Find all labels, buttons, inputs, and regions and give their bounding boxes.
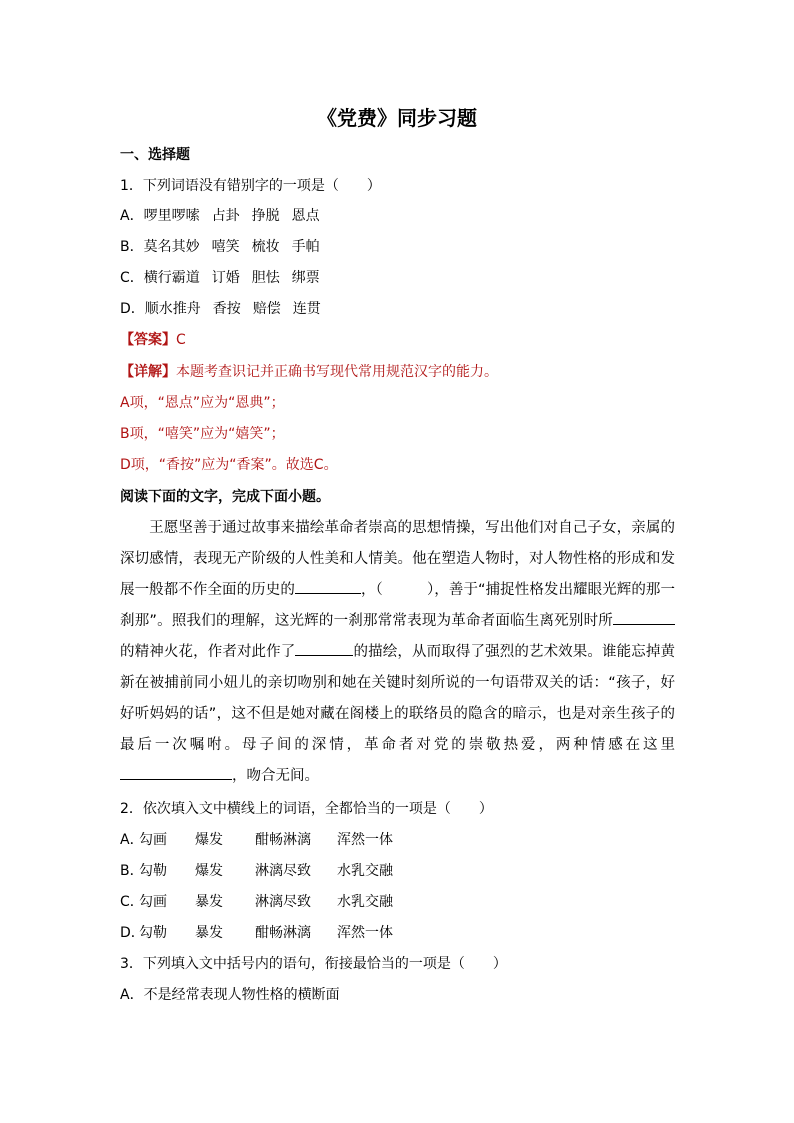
option-word: 挣脱	[251, 208, 280, 224]
option-word: 勾画	[139, 832, 167, 848]
option-word: 顺水推舟	[144, 301, 201, 317]
option-word: 淋漓尽致	[255, 894, 311, 910]
q1-option-d	[120, 299, 321, 319]
q2-option-b	[120, 861, 393, 881]
fill-blank-1	[295, 579, 361, 594]
q1-option-c	[120, 268, 320, 288]
option-letter: D．	[120, 925, 145, 941]
page-title: 《党费》同步习题	[317, 106, 477, 130]
option-text: 不是经常表现人物性格的横断面	[143, 987, 340, 1003]
detail-label: 【详解】	[120, 364, 176, 380]
option-word: 横行霸道	[143, 270, 200, 286]
q3-option-a	[120, 985, 340, 1005]
option-word: 梳妆	[251, 239, 280, 255]
option-word: 浑然一体	[337, 832, 393, 848]
option-word: 酣畅淋漓	[255, 832, 311, 848]
detail-line	[120, 362, 498, 382]
reading-passage	[120, 513, 675, 792]
option-word: 水乳交融	[337, 894, 393, 910]
option-word: 暴发	[195, 925, 223, 941]
q2-option-d	[120, 923, 393, 943]
option-word: 勾勒	[139, 863, 167, 879]
option-word: 爆发	[195, 832, 223, 848]
fill-blank-4	[120, 765, 232, 780]
option-word: 绑票	[291, 270, 320, 286]
option-letter: A．	[120, 832, 144, 848]
option-word: 手帕	[291, 239, 320, 255]
q1-option-a	[120, 206, 320, 226]
option-letter: B．	[120, 863, 144, 879]
passage-text: ），善于“捕捉性格发出耀眼光辉的那一刹那”。照我们的理解，这光辉的一刹那常常表现为革命者面临生离死别时所	[120, 582, 676, 629]
option-word: 恩点	[291, 208, 320, 224]
option-word: 暴发	[195, 894, 223, 910]
fill-blank-3	[295, 641, 353, 656]
option-word: 浑然一体	[337, 925, 393, 941]
option-word: 赔偿	[252, 301, 281, 317]
question-3-stem: 3．下列填入文中括号内的语句，衔接最恰当的一项是（ ）	[120, 956, 507, 972]
option-letter: C．	[120, 894, 144, 910]
option-letter: B．	[120, 239, 144, 255]
passage-text: ，（	[360, 582, 383, 598]
option-word: 啰里啰嗦	[143, 208, 200, 224]
reading-intro: 阅读下面的文字，完成下面小题。	[120, 489, 330, 505]
option-word: 爆发	[195, 863, 223, 879]
option-letter: C．	[120, 270, 144, 286]
option-word: 连贯	[292, 301, 321, 317]
passage-text: 的描绘，从而取得了强烈的艺术效果。谁能忘掉黄新在被捕前同小妞儿的亲切吻别和她在关键时刻所说的一句语带双关的话：“孩子，好好听妈妈的话”，这不但是她对藏在阁楼上的联络员的隐含的暗示，也是对亲生孩子的最后一次嘱咐。母子间的深情，革命者对党的崇敬热爱，两种情感在这里	[120, 644, 676, 753]
analysis-line-d: D项，“香按”应为“香案”。故选C。	[120, 457, 338, 473]
question-2-stem: 2．依次填入文中横线上的词语，全都恰当的一项是（ ）	[120, 801, 493, 817]
option-letter: D．	[120, 301, 145, 317]
option-word: 莫名其妙	[143, 239, 200, 255]
option-word: 水乳交融	[337, 863, 393, 879]
passage-text: 的精神火花，作者对此作了	[120, 644, 296, 660]
option-letter: A．	[120, 987, 144, 1003]
analysis-line-b: B项，“嘻笑”应为“嬉笑”；	[120, 426, 285, 442]
q1-option-b	[120, 237, 320, 257]
option-word: 订婚	[211, 270, 240, 286]
q2-option-c	[120, 892, 393, 912]
option-word: 淋漓尽致	[255, 863, 311, 879]
question-1-stem: 1．下列词语没有错别字的一项是（ ）	[120, 178, 381, 194]
analysis-line-a: A项，“恩点”应为“恩典”；	[120, 395, 285, 411]
detail-text: 本题考查识记并正确书写现代常用规范汉字的能力。	[176, 364, 498, 380]
q2-option-a	[120, 830, 393, 850]
option-word: 嘻笑	[211, 239, 240, 255]
passage-text: ，吻合无间。	[232, 768, 319, 784]
answer-line	[120, 330, 186, 350]
option-word: 胆怯	[251, 270, 280, 286]
answer-value: C	[176, 332, 186, 348]
option-word: 勾画	[139, 894, 167, 910]
option-word: 香按	[212, 301, 241, 317]
option-letter: A．	[120, 208, 144, 224]
passage-text: 王愿坚善于通过故事来描绘革命者崇高的思想情操，写出他们对自己子女，亲属的深切感情，表现无产阶级的人性美和人情美。他在塑造人物时，对人物性格的形成和发展一般都不作全面的历史的	[120, 520, 675, 598]
fill-blank-2	[613, 610, 675, 625]
option-word: 酣畅淋漓	[255, 925, 311, 941]
option-word: 占卦	[211, 208, 240, 224]
section-heading: 一、选择题	[120, 147, 190, 163]
answer-label: 【答案】	[120, 332, 176, 348]
option-word: 勾勒	[139, 925, 167, 941]
